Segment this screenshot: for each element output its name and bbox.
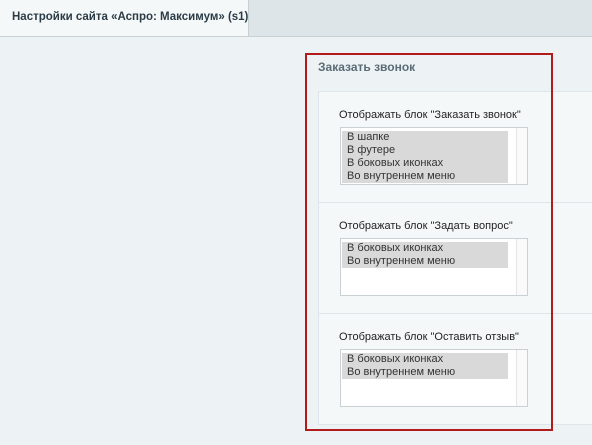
select-option[interactable]: В боковых иконках bbox=[342, 157, 508, 170]
tab-bar bbox=[0, 0, 592, 37]
section-title: Заказать звонок bbox=[318, 60, 416, 74]
multiselect-question-block[interactable] bbox=[340, 238, 528, 296]
field-review-block bbox=[318, 313, 592, 425]
select-option[interactable]: В боковых иконках bbox=[342, 242, 508, 255]
field-label: Отображать блок "Задать вопрос" bbox=[339, 220, 513, 232]
tab-label: Настройки сайта «Аспро: Максимум» (s1) bbox=[12, 11, 249, 23]
select-option[interactable]: В шапке bbox=[342, 131, 508, 144]
field-callback-block bbox=[318, 91, 592, 203]
select-option[interactable]: В боковых иконках bbox=[342, 353, 508, 366]
field-label: Отображать блок "Оставить отзыв" bbox=[339, 331, 519, 343]
select-option[interactable]: В футере bbox=[342, 144, 508, 157]
select-option[interactable]: Во внутреннем меню bbox=[342, 255, 508, 268]
listbox-scrollbar[interactable] bbox=[516, 239, 527, 295]
field-question-block bbox=[318, 202, 592, 314]
tab-site-settings[interactable] bbox=[0, 0, 249, 36]
listbox-scrollbar[interactable] bbox=[516, 128, 527, 184]
select-option[interactable]: Во внутреннем меню bbox=[342, 366, 508, 379]
multiselect-review-block[interactable] bbox=[340, 349, 528, 407]
field-label: Отображать блок "Заказать звонок" bbox=[339, 109, 521, 121]
multiselect-callback-block[interactable] bbox=[340, 127, 528, 185]
listbox-scrollbar[interactable] bbox=[516, 350, 527, 406]
select-option[interactable]: Во внутреннем меню bbox=[342, 170, 508, 183]
